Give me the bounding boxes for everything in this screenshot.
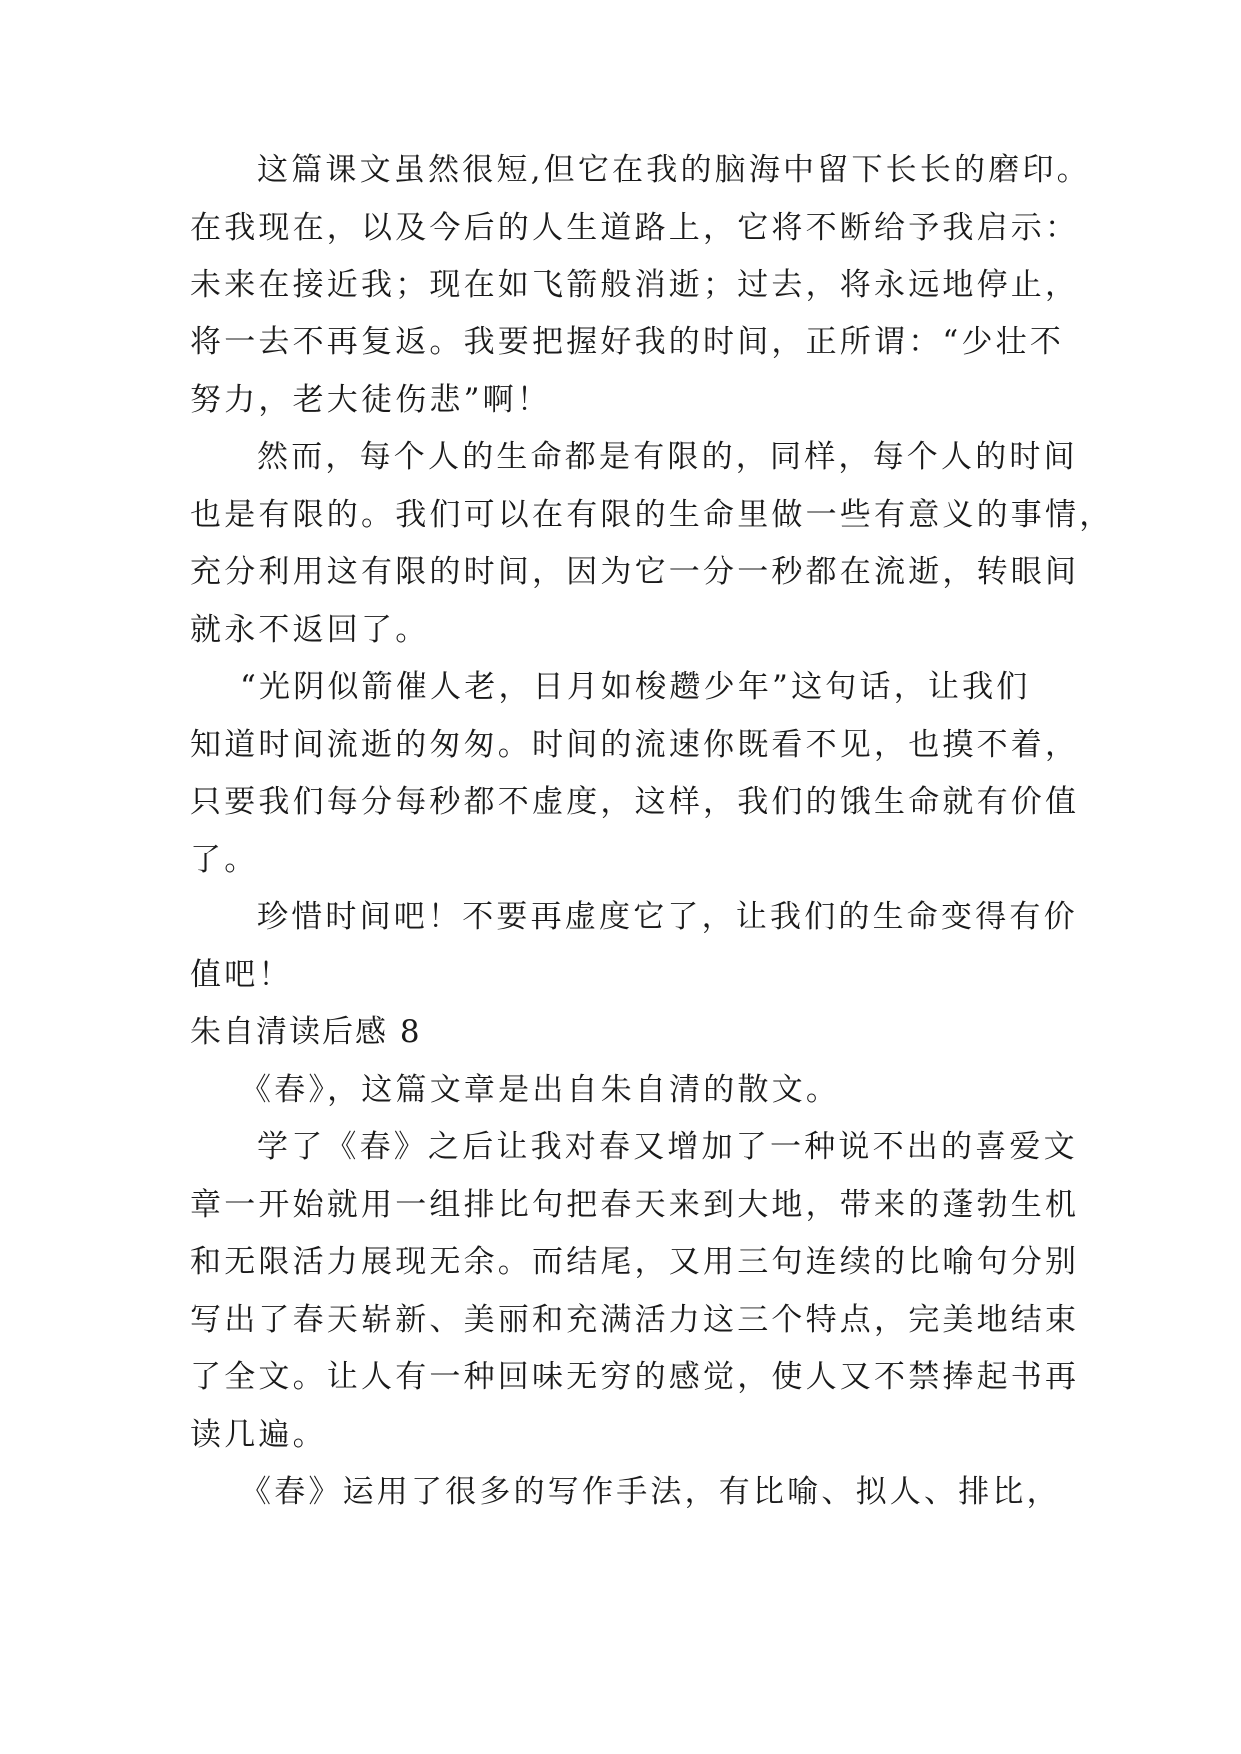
paragraph-line: 将一去不再复返。我要把握好我的时间，正所谓：“少壮不 xyxy=(190,324,1065,360)
paragraph-line: 和无限活力展现无余。而结尾，又用三句连续的比喻句分别 xyxy=(190,1244,1080,1280)
section-heading: 朱自清读后感 8 xyxy=(190,1014,422,1050)
paragraph-line: 知道时间流逝的匆匆。时间的流速你既看不见，也摸不着， xyxy=(190,727,1080,763)
paragraph-line: 章一开始就用一组排比句把春天来到大地，带来的蓬勃生机 xyxy=(190,1187,1080,1223)
paragraph-line: 只要我们每分每秒都不虚度，这样，我们的饿生命就有价值 xyxy=(190,784,1080,820)
paragraph-line: “光阴似箭催人老，日月如梭趱少年”这句话，让我们 xyxy=(240,669,1031,705)
paragraph-line: 了全文。让人有一种回味无穷的感觉，使人又不禁捧起书再 xyxy=(190,1359,1080,1395)
paragraph-line: 然而，每个人的生命都是有限的，同样，每个人的时间 xyxy=(257,439,1078,475)
paragraph-line: 值吧！ xyxy=(190,957,293,993)
paragraph-line: 写出了春天崭新、美丽和充满活力这三个特点，完美地结束 xyxy=(190,1302,1080,1338)
paragraph-line: 这篇课文虽然很短,但它在我的脑海中留下长长的磨印。 xyxy=(257,152,1091,188)
paragraph-line: 了。 xyxy=(190,842,259,878)
paragraph-line: 努力，老大徒伤悲”啊！ xyxy=(190,382,552,418)
paragraph-line: 在我现在，以及今后的人生道路上，它将不断给予我启示： xyxy=(190,210,1080,246)
paragraph-line: 《春》，这篇文章是出自朱自清的散文。 xyxy=(240,1072,841,1108)
paragraph-line: 充分利用这有限的时间，因为它一分一秒都在流逝，转眼间 xyxy=(190,554,1080,590)
paragraph-line: 《春》运用了很多的写作手法，有比喻、拟人、排比， xyxy=(240,1474,1061,1510)
paragraph-line: 就永不返回了。 xyxy=(190,612,430,648)
paragraph-line: 也是有限的。我们可以在有限的生命里做一些有意义的事情， xyxy=(190,497,1114,533)
paragraph-line: 读几遍。 xyxy=(190,1417,327,1453)
paragraph-line: 未来在接近我；现在如飞箭般消逝；过去，将永远地停止， xyxy=(190,267,1080,303)
paragraph-line: 珍惜时间吧！不要再虚度它了，让我们的生命变得有价 xyxy=(257,899,1078,935)
paragraph-line: 学了《春》之后让我对春又增加了一种说不出的喜爱文 xyxy=(257,1129,1078,1165)
